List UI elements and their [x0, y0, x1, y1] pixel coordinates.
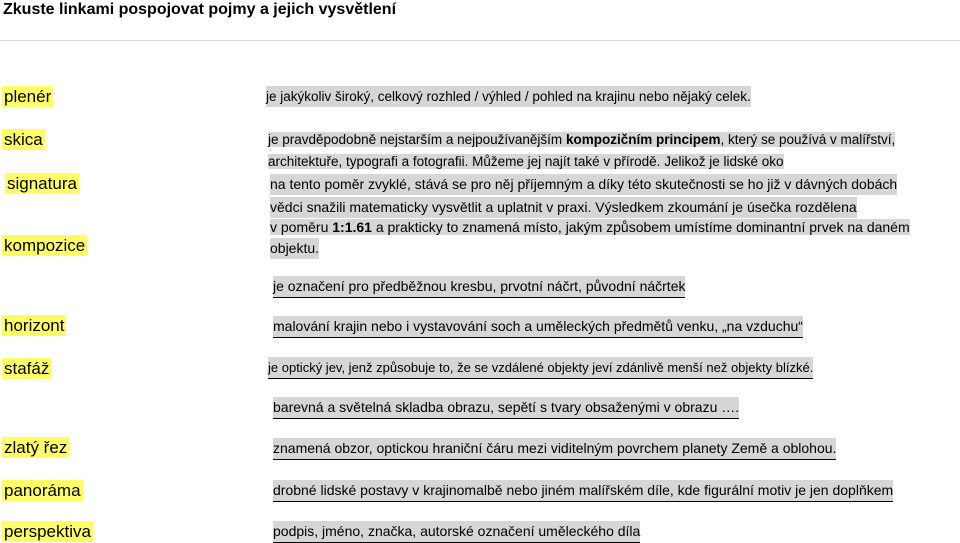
term-horizont[interactable]: horizont	[4, 316, 65, 335]
definition-panorama[interactable]: je jakýkoliv široký, celkový rozhled / výhled / pohled na krajinu nebo nějaký celek.	[266, 86, 751, 107]
term-plener[interactable]: plenér	[4, 87, 52, 106]
definition-signatura[interactable]: podpis, jméno, značka, autorské označení uměleckého díla	[273, 521, 640, 543]
definition-plener[interactable]: malování krajin nebo i vystavování soch a uměleckých předmětů venku, „na vzduchu“	[273, 316, 803, 338]
definition-perspektiva[interactable]: je optický jev, jenž způsobuje to, že se vzdálené objekty jeví zdánlivě menší než objekty blízké.	[268, 357, 813, 379]
term-signatura[interactable]: signatura	[7, 174, 77, 193]
definition-kompozice[interactable]: barevná a světelná skladba obrazu, sepětí s tvary obsaženými v obrazu ….	[273, 397, 739, 419]
definition-line: vědci snažili matematicky vysvětlit a uplatnit v praxi. Výsledkem zkoumání je úsečka rozdělena	[270, 197, 857, 218]
definition-line: na tento poměr zvyklé, stává se pro něj příjemným a díky této skutečnosti se ho již v dávných dobách	[270, 174, 897, 195]
term-zlaty-rez[interactable]: zlatý řez	[4, 438, 68, 457]
page-title: Zkuste linkami pospojovat pojmy a jejich vysvětlení	[3, 1, 397, 18]
definition-line: v poměru 1:1.61 a prakticky to znamená místo, jakým způsobem umístíme dominantní prvek na daném	[270, 219, 910, 235]
term-panorama[interactable]: panoráma	[4, 481, 81, 500]
definition-line: objektu.	[270, 238, 319, 259]
term-skica[interactable]: skica	[4, 130, 43, 149]
term-perspektiva[interactable]: perspektiva	[4, 522, 91, 541]
definition-stafaz[interactable]: drobné lidské postavy v krajinomalbě nebo jiném malířském díle, kde figurální motiv je jen doplňkem	[273, 480, 893, 502]
definition-skica[interactable]: je označení pro předběžnou kresbu, prvotní náčrt, původní náčrtek	[273, 276, 685, 298]
term-stafaz[interactable]: stafáž	[4, 359, 50, 378]
term-kompozice[interactable]: kompozice	[4, 236, 86, 255]
definition-horizont[interactable]: znamená obzor, optickou hraniční čáru mezi viditelným povrchem planety Země a oblohou.	[273, 438, 836, 460]
divider	[0, 40, 960, 41]
definition-line: je pravděpodobně nejstarším a nejpoužívanějším kompozičním principem, který se používá v malířství,	[268, 132, 896, 147]
definition-line: architektuře, typografi a fotografii. Můžeme jej najít také v přírodě. Jelikož je lidské oko	[268, 154, 784, 169]
